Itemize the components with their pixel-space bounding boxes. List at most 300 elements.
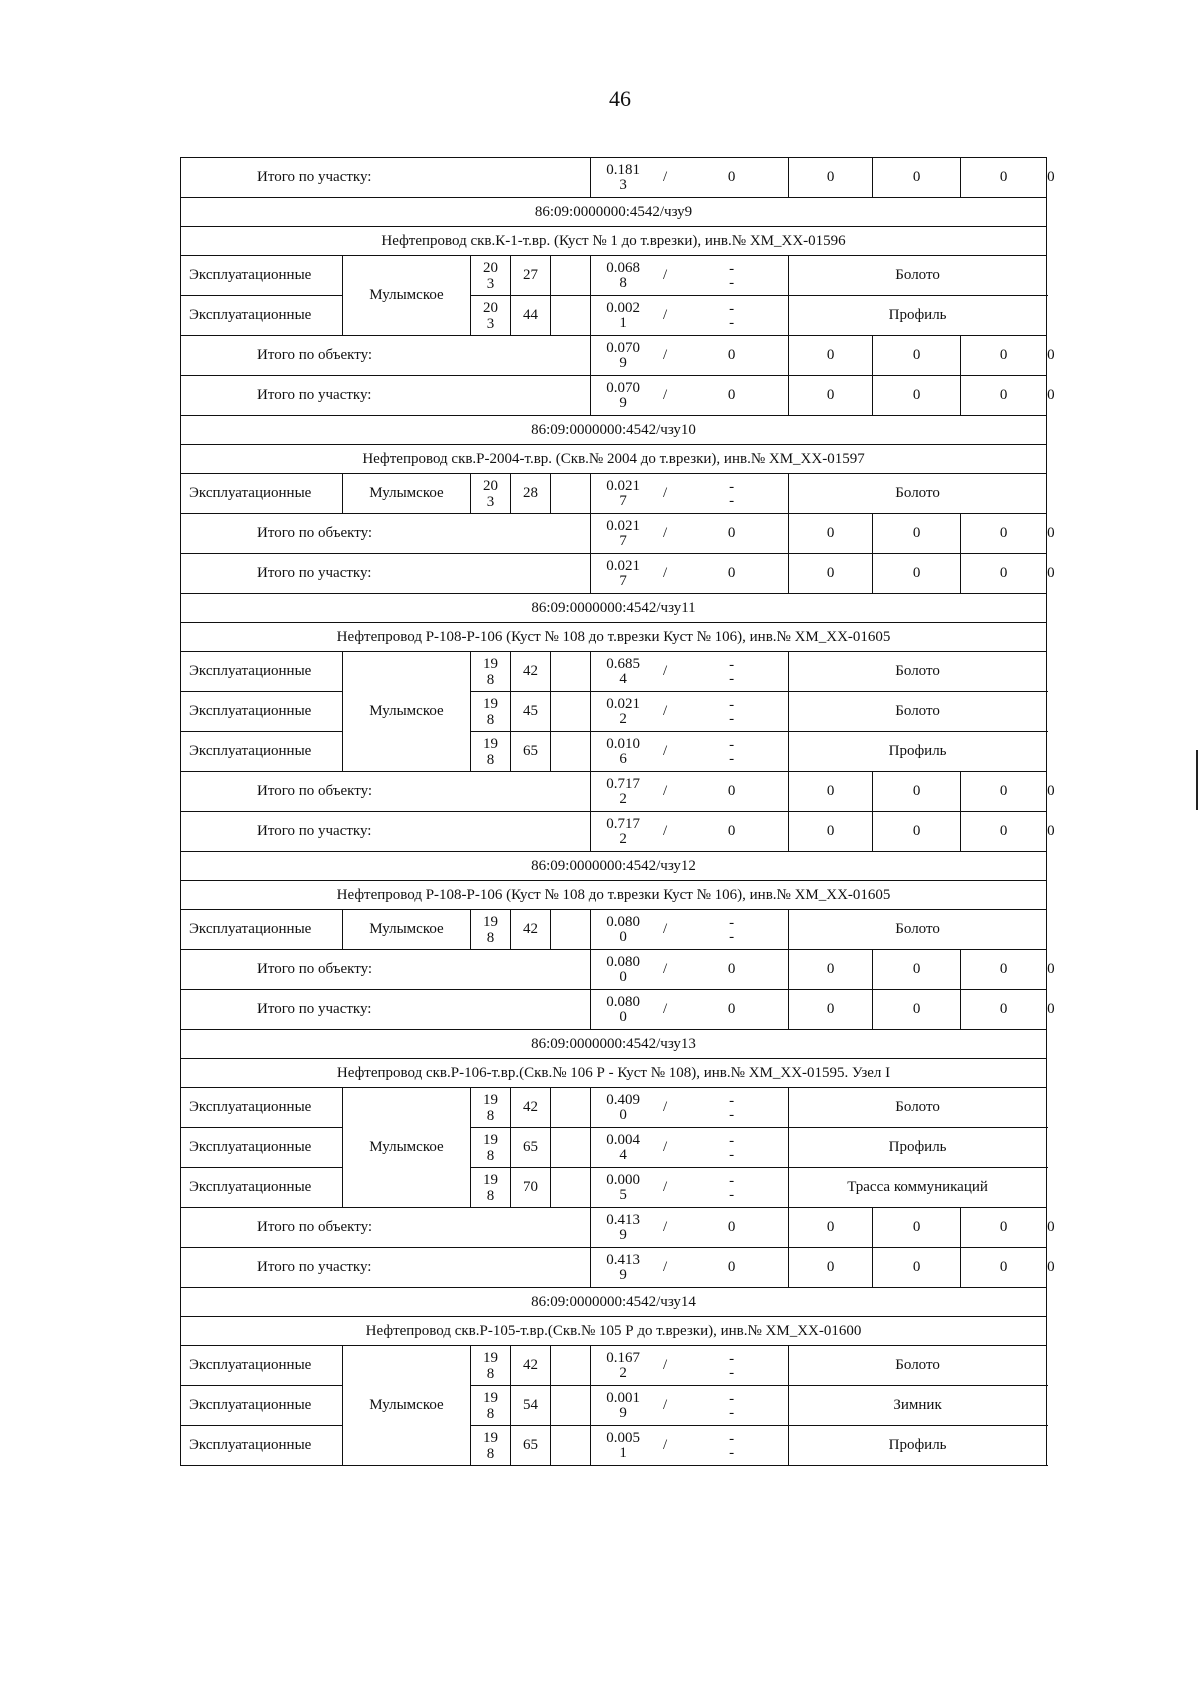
area-value — [591, 1168, 788, 1207]
category-cell: Эксплуатационные — [181, 1128, 343, 1168]
area-number — [591, 915, 655, 945]
dash-marks-bottom: - — [729, 492, 735, 509]
area-cell — [591, 1426, 789, 1466]
summary-value: 0 — [961, 158, 1047, 198]
object-title: Нефтепровод скв.К-1-т.вр. (Куст № 1 до т.врезки), инв.№ ХМ_ХХ-01596 — [181, 227, 1047, 256]
dash-marks-top: - — [729, 1430, 735, 1447]
category-cell: Эксплуатационные — [181, 652, 343, 692]
quarter-number-top: 19 — [483, 695, 498, 712]
dash-marks-bottom: - — [729, 670, 735, 687]
land-type: Трасса коммуникаций — [789, 1168, 1047, 1208]
quarter-number-bottom: 8 — [486, 929, 495, 946]
area-number-top: 0.010 — [606, 735, 640, 752]
quarter-number — [471, 1172, 510, 1204]
area-number-bottom: 0 — [619, 1008, 627, 1025]
object-title: Нефтепровод Р-108-Р-106 (Куст № 108 до т.врезки Куст № 106), инв.№ ХМ_ХХ-01605 — [181, 623, 1047, 652]
area-number — [591, 559, 655, 589]
second-number: 0 — [727, 1219, 736, 1235]
area-cell — [591, 256, 789, 296]
area-number — [591, 301, 655, 331]
quarter-number — [471, 1430, 510, 1462]
land-type: Болото — [789, 474, 1047, 514]
quarter-cell — [471, 1346, 511, 1386]
second-value — [675, 1352, 788, 1380]
area-number-top: 0.021 — [606, 477, 640, 494]
object-title-row — [181, 1059, 1047, 1088]
plot-number: 42 — [511, 652, 551, 692]
area-number-bottom: 2 — [619, 1364, 627, 1381]
quarter-cell — [471, 1426, 511, 1466]
area-number — [591, 1213, 655, 1243]
area-number-bottom: 6 — [619, 750, 627, 767]
area-cell — [591, 990, 789, 1030]
summary-value: 0 — [789, 1248, 873, 1288]
land-type: Болото — [789, 652, 1047, 692]
second-value — [675, 784, 788, 799]
second-number: 0 — [727, 1259, 736, 1275]
area-number — [591, 1133, 655, 1163]
data-row — [181, 256, 1047, 296]
cadastral-number: 86:09:0000000:4542/чзу13 — [181, 1030, 1047, 1059]
area-number-bottom: 7 — [619, 532, 627, 549]
empty-cell — [551, 474, 591, 514]
quarter-number — [471, 696, 510, 728]
data-row — [181, 474, 1047, 514]
area-cell — [591, 336, 789, 376]
area-value — [591, 950, 788, 989]
area-value — [591, 474, 788, 513]
area-number-top: 0.005 — [606, 1429, 640, 1446]
summary-label: Итого по участку: — [181, 1248, 591, 1288]
empty-cell — [551, 1386, 591, 1426]
data-row — [181, 910, 1047, 950]
area-number — [591, 1391, 655, 1421]
summary-value: 0 — [789, 158, 873, 198]
summary-value: 0 — [873, 990, 961, 1030]
cadastral-number: 86:09:0000000:4542/чзу9 — [181, 198, 1047, 227]
second-value — [675, 1174, 788, 1202]
object-title-row — [181, 227, 1047, 256]
dash-marks-top: - — [729, 300, 735, 317]
area-cell — [591, 772, 789, 812]
summary-row: Итого по участку: 0.413 9 / 0 0 0 0 0 — [181, 1248, 1047, 1288]
summary-row: Итого по участку: 0.070 9 / 0 0 0 0 0 — [181, 376, 1047, 416]
area-cell — [591, 732, 789, 772]
summary-label: Итого по объекту: — [181, 950, 591, 990]
second-number: 0 — [727, 387, 736, 403]
area-number — [591, 1351, 655, 1381]
quarter-cell — [471, 910, 511, 950]
area-number-bottom: 0 — [619, 1106, 627, 1123]
second-value — [675, 526, 788, 541]
summary-row: Итого по объекту: 0.021 7 / 0 0 0 0 0 — [181, 514, 1047, 554]
summary-row: Итого по объекту: 0.070 9 / 0 0 0 0 0 — [181, 336, 1047, 376]
dash-marks — [675, 1134, 788, 1162]
empty-cell — [551, 1168, 591, 1208]
area-number — [591, 1173, 655, 1203]
quarter-number-bottom: 3 — [486, 275, 495, 292]
second-value — [675, 658, 788, 686]
area-number — [591, 777, 655, 807]
area-value — [591, 1386, 788, 1425]
data-row — [181, 1168, 1047, 1208]
slash-mark: / — [662, 1179, 668, 1195]
area-cell — [591, 1346, 789, 1386]
summary-value: 0 — [789, 554, 873, 594]
plot-number: 42 — [511, 910, 551, 950]
summary-value: 0 — [873, 1248, 961, 1288]
dash-marks-top: - — [729, 1132, 735, 1149]
dash-marks-bottom: - — [729, 1186, 735, 1203]
dash-marks-top: - — [729, 1390, 735, 1407]
category-cell: Эксплуатационные — [181, 1426, 343, 1466]
second-number: 0 — [727, 1001, 736, 1017]
plot-number: 44 — [511, 296, 551, 336]
empty-cell — [551, 296, 591, 336]
data-row — [181, 1088, 1047, 1128]
second-value — [675, 262, 788, 290]
second-number: 0 — [727, 169, 736, 185]
summary-row: Итого по объекту: 0.717 2 / 0 0 0 0 0 — [181, 772, 1047, 812]
area-number — [591, 261, 655, 291]
dash-marks-bottom: - — [729, 750, 735, 767]
plot-number: 65 — [511, 1426, 551, 1466]
category-cell: Эксплуатационные — [181, 1346, 343, 1386]
area-cell — [591, 158, 789, 198]
summary-label: Итого по объекту: — [181, 1208, 591, 1248]
quarter-number-bottom: 3 — [486, 315, 495, 332]
quarter-number — [471, 914, 510, 946]
summary-value: 0 — [961, 336, 1047, 376]
area-number — [591, 995, 655, 1025]
area-cell — [591, 950, 789, 990]
area-number — [591, 1253, 655, 1283]
second-value — [675, 738, 788, 766]
object-title-row — [181, 623, 1047, 652]
quarter-number — [471, 1350, 510, 1382]
area-cell — [591, 1208, 789, 1248]
quarter-number-bottom: 8 — [486, 711, 495, 728]
category-cell: Эксплуатационные — [181, 1386, 343, 1426]
summary-row: Итого по участку: 0.181 3 / 0 0 0 0 0 — [181, 158, 1047, 198]
area-value — [591, 296, 788, 335]
land-plot-table — [180, 157, 1055, 1466]
land-type: Болото — [789, 1088, 1047, 1128]
second-number: 0 — [727, 961, 736, 977]
slash-mark: / — [662, 663, 668, 679]
summary-value: 0 — [789, 1208, 873, 1248]
area-number-top: 0.717 — [606, 815, 640, 832]
area-number-top: 0.001 — [606, 1389, 640, 1406]
area-cell — [591, 1168, 789, 1208]
quarter-number-bottom: 8 — [486, 1365, 495, 1382]
dash-marks-bottom: - — [729, 710, 735, 727]
summary-row: Итого по объекту: 0.080 0 / 0 0 0 0 0 — [181, 950, 1047, 990]
second-value — [675, 170, 788, 185]
area-number — [591, 381, 655, 411]
area-number-top: 0.080 — [606, 913, 640, 930]
object-title: Нефтепровод скв.Р-106-т.вр.(Скв.№ 106 Р - Куст № 108), инв.№ ХМ_ХХ-01595. Узел I — [181, 1059, 1047, 1088]
dash-marks-top: - — [729, 260, 735, 277]
empty-cell — [551, 910, 591, 950]
second-value — [675, 1134, 788, 1162]
empty-cell — [551, 1426, 591, 1466]
category-cell: Эксплуатационные — [181, 692, 343, 732]
field-name: Мулымское — [343, 910, 471, 950]
object-title: Нефтепровод скв.Р-2004-т.вр. (Скв.№ 2004 до т.врезки), инв.№ ХМ_ХХ-01597 — [181, 445, 1047, 474]
area-number-bottom: 9 — [619, 1226, 627, 1243]
dash-marks-top: - — [729, 696, 735, 713]
field-name: Мулымское — [343, 474, 471, 514]
quarter-number-bottom: 8 — [486, 751, 495, 768]
data-row — [181, 692, 1047, 732]
area-number-bottom: 5 — [619, 1186, 627, 1203]
summary-value: 0 — [789, 336, 873, 376]
summary-value: 0 — [961, 1248, 1047, 1288]
quarter-number-top: 19 — [483, 1349, 498, 1366]
area-number-top: 0.021 — [606, 517, 640, 534]
summary-value: 0 — [873, 950, 961, 990]
data-row — [181, 1426, 1047, 1466]
quarter-number — [471, 1390, 510, 1422]
area-value — [591, 336, 788, 375]
slash-mark: / — [662, 1357, 668, 1373]
object-title: Нефтепровод Р-108-Р-106 (Куст № 108 до т.врезки Куст № 106), инв.№ ХМ_ХХ-01605 — [181, 881, 1047, 910]
field-name: Мулымское — [343, 1088, 471, 1208]
area-number-bottom: 7 — [619, 572, 627, 589]
slash-mark: / — [662, 1099, 668, 1115]
summary-value: 0 — [789, 772, 873, 812]
land-type: Зимник — [789, 1386, 1047, 1426]
summary-value: 0 — [961, 812, 1047, 852]
empty-cell — [551, 692, 591, 732]
slash-mark: / — [662, 169, 668, 185]
quarter-cell — [471, 474, 511, 514]
area-value — [591, 514, 788, 553]
empty-cell — [551, 1128, 591, 1168]
plot-number: 65 — [511, 1128, 551, 1168]
area-number-bottom: 9 — [619, 394, 627, 411]
quarter-number-bottom: 8 — [486, 1147, 495, 1164]
quarter-cell — [471, 692, 511, 732]
summary-value: 0 — [873, 772, 961, 812]
summary-label: Итого по объекту: — [181, 336, 591, 376]
quarter-number-top: 19 — [483, 1171, 498, 1188]
object-title-row — [181, 1317, 1047, 1346]
area-value — [591, 990, 788, 1029]
summary-value: 0 — [961, 376, 1047, 416]
data-row — [181, 732, 1047, 772]
area-number — [591, 1093, 655, 1123]
area-cell — [591, 692, 789, 732]
summary-value: 0 — [789, 812, 873, 852]
area-number-top: 0.413 — [606, 1211, 640, 1228]
area-cell — [591, 296, 789, 336]
land-type: Профиль — [789, 1426, 1047, 1466]
area-number-bottom: 0 — [619, 928, 627, 945]
cadastral-number-row — [181, 1288, 1047, 1317]
dash-marks-top: - — [729, 1350, 735, 1367]
area-number-bottom: 9 — [619, 1266, 627, 1283]
area-value — [591, 812, 788, 851]
quarter-number-bottom: 8 — [486, 1107, 495, 1124]
area-number-top: 0.021 — [606, 695, 640, 712]
summary-row: Итого по участку: 0.021 7 / 0 0 0 0 0 — [181, 554, 1047, 594]
dash-marks — [675, 1094, 788, 1122]
slash-mark: / — [662, 703, 668, 719]
quarter-cell — [471, 652, 511, 692]
area-number-bottom: 8 — [619, 274, 627, 291]
area-value — [591, 1248, 788, 1287]
slash-mark: / — [662, 387, 668, 403]
object-title-row — [181, 445, 1047, 474]
area-cell — [591, 514, 789, 554]
summary-row: Итого по участку: 0.080 0 / 0 0 0 0 0 — [181, 990, 1047, 1030]
quarter-number-top: 20 — [483, 299, 498, 316]
land-type: Болото — [789, 1346, 1047, 1386]
area-number-top: 0.409 — [606, 1091, 640, 1108]
slash-mark: / — [662, 961, 668, 977]
field-name: Мулымское — [343, 652, 471, 772]
dash-marks-bottom: - — [729, 1404, 735, 1421]
summary-value: 0 — [961, 990, 1047, 1030]
second-number: 0 — [727, 565, 736, 581]
empty-cell — [551, 732, 591, 772]
second-value — [675, 480, 788, 508]
quarter-number — [471, 260, 510, 292]
area-number-top: 0.080 — [606, 953, 640, 970]
quarter-cell — [471, 1128, 511, 1168]
field-name: Мулымское — [343, 256, 471, 336]
area-cell — [591, 376, 789, 416]
dash-marks — [675, 1392, 788, 1420]
second-number: 0 — [727, 525, 736, 541]
object-title: Нефтепровод скв.Р-105-т.вр.(Скв.№ 105 Р до т.врезки), инв.№ ХМ_ХХ-01600 — [181, 1317, 1047, 1346]
second-value — [675, 916, 788, 944]
area-number-bottom: 9 — [619, 354, 627, 371]
empty-cell — [551, 1088, 591, 1128]
slash-mark: / — [662, 307, 668, 323]
summary-value: 0 — [873, 554, 961, 594]
dash-marks-bottom: - — [729, 1146, 735, 1163]
area-number-bottom: 4 — [619, 1146, 627, 1163]
dash-marks — [675, 1432, 788, 1460]
area-value — [591, 1426, 788, 1465]
page-number: 46 — [609, 86, 631, 111]
second-value — [675, 962, 788, 977]
second-value — [675, 1432, 788, 1460]
area-cell — [591, 474, 789, 514]
table-body — [181, 158, 1055, 1466]
dash-marks-bottom: - — [729, 1444, 735, 1461]
slash-mark: / — [662, 1259, 668, 1275]
quarter-number-top: 19 — [483, 1429, 498, 1446]
plot-number: 42 — [511, 1088, 551, 1128]
area-number — [591, 657, 655, 687]
slash-mark: / — [662, 1001, 668, 1017]
second-value — [675, 1002, 788, 1017]
land-type: Болото — [789, 692, 1047, 732]
scan-edge-line — [1196, 750, 1198, 810]
summary-value: 0 — [873, 376, 961, 416]
summary-value: 0 — [789, 514, 873, 554]
dash-marks — [675, 302, 788, 330]
data-row — [181, 1128, 1047, 1168]
area-number-top: 0.181 — [606, 161, 640, 178]
category-cell: Эксплуатационные — [181, 256, 343, 296]
area-number-top: 0.413 — [606, 1251, 640, 1268]
dash-marks-top: - — [729, 478, 735, 495]
summary-label: Итого по участку: — [181, 158, 591, 198]
data-row — [181, 652, 1047, 692]
quarter-number — [471, 656, 510, 688]
quarter-cell — [471, 296, 511, 336]
area-cell — [591, 1386, 789, 1426]
area-value — [591, 256, 788, 295]
second-value — [675, 698, 788, 726]
category-cell: Эксплуатационные — [181, 1168, 343, 1208]
area-value — [591, 772, 788, 811]
empty-cell — [551, 256, 591, 296]
slash-mark: / — [662, 525, 668, 541]
area-number-top: 0.000 — [606, 1171, 640, 1188]
second-value — [675, 824, 788, 839]
dash-marks — [675, 658, 788, 686]
slash-mark: / — [662, 1219, 668, 1235]
dash-marks — [675, 698, 788, 726]
cadastral-number-row — [181, 852, 1047, 881]
quarter-number-bottom: 8 — [486, 671, 495, 688]
area-value — [591, 1208, 788, 1247]
summary-label: Итого по участку: — [181, 554, 591, 594]
summary-value: 0 — [961, 1208, 1047, 1248]
dash-marks-top: - — [729, 656, 735, 673]
summary-row: Итого по участку: 0.717 2 / 0 0 0 0 0 — [181, 812, 1047, 852]
area-value — [591, 692, 788, 731]
plot-number: 70 — [511, 1168, 551, 1208]
second-value — [675, 302, 788, 330]
object-title-row — [181, 881, 1047, 910]
quarter-cell — [471, 1168, 511, 1208]
area-number-bottom: 1 — [619, 314, 627, 331]
area-number — [591, 341, 655, 371]
slash-mark: / — [662, 743, 668, 759]
slash-mark: / — [662, 565, 668, 581]
second-number: 0 — [727, 347, 736, 363]
field-name: Мулымское — [343, 1346, 471, 1466]
area-number-bottom: 2 — [619, 710, 627, 727]
slash-mark: / — [662, 347, 668, 363]
area-value — [591, 732, 788, 771]
area-number-top: 0.068 — [606, 259, 640, 276]
area-cell — [591, 1128, 789, 1168]
summary-label: Итого по объекту: — [181, 772, 591, 812]
slash-mark: / — [662, 1139, 668, 1155]
second-value — [675, 1220, 788, 1235]
area-number-bottom: 7 — [619, 492, 627, 509]
area-number-bottom: 1 — [619, 1444, 627, 1461]
summary-value: 0 — [873, 336, 961, 376]
plot-number: 45 — [511, 692, 551, 732]
data-row — [181, 296, 1047, 336]
summary-value: 0 — [873, 158, 961, 198]
quarter-number — [471, 736, 510, 768]
dash-marks — [675, 480, 788, 508]
summary-value: 0 — [873, 1208, 961, 1248]
slash-mark: / — [662, 823, 668, 839]
area-number-top: 0.004 — [606, 1131, 640, 1148]
area-cell — [591, 812, 789, 852]
